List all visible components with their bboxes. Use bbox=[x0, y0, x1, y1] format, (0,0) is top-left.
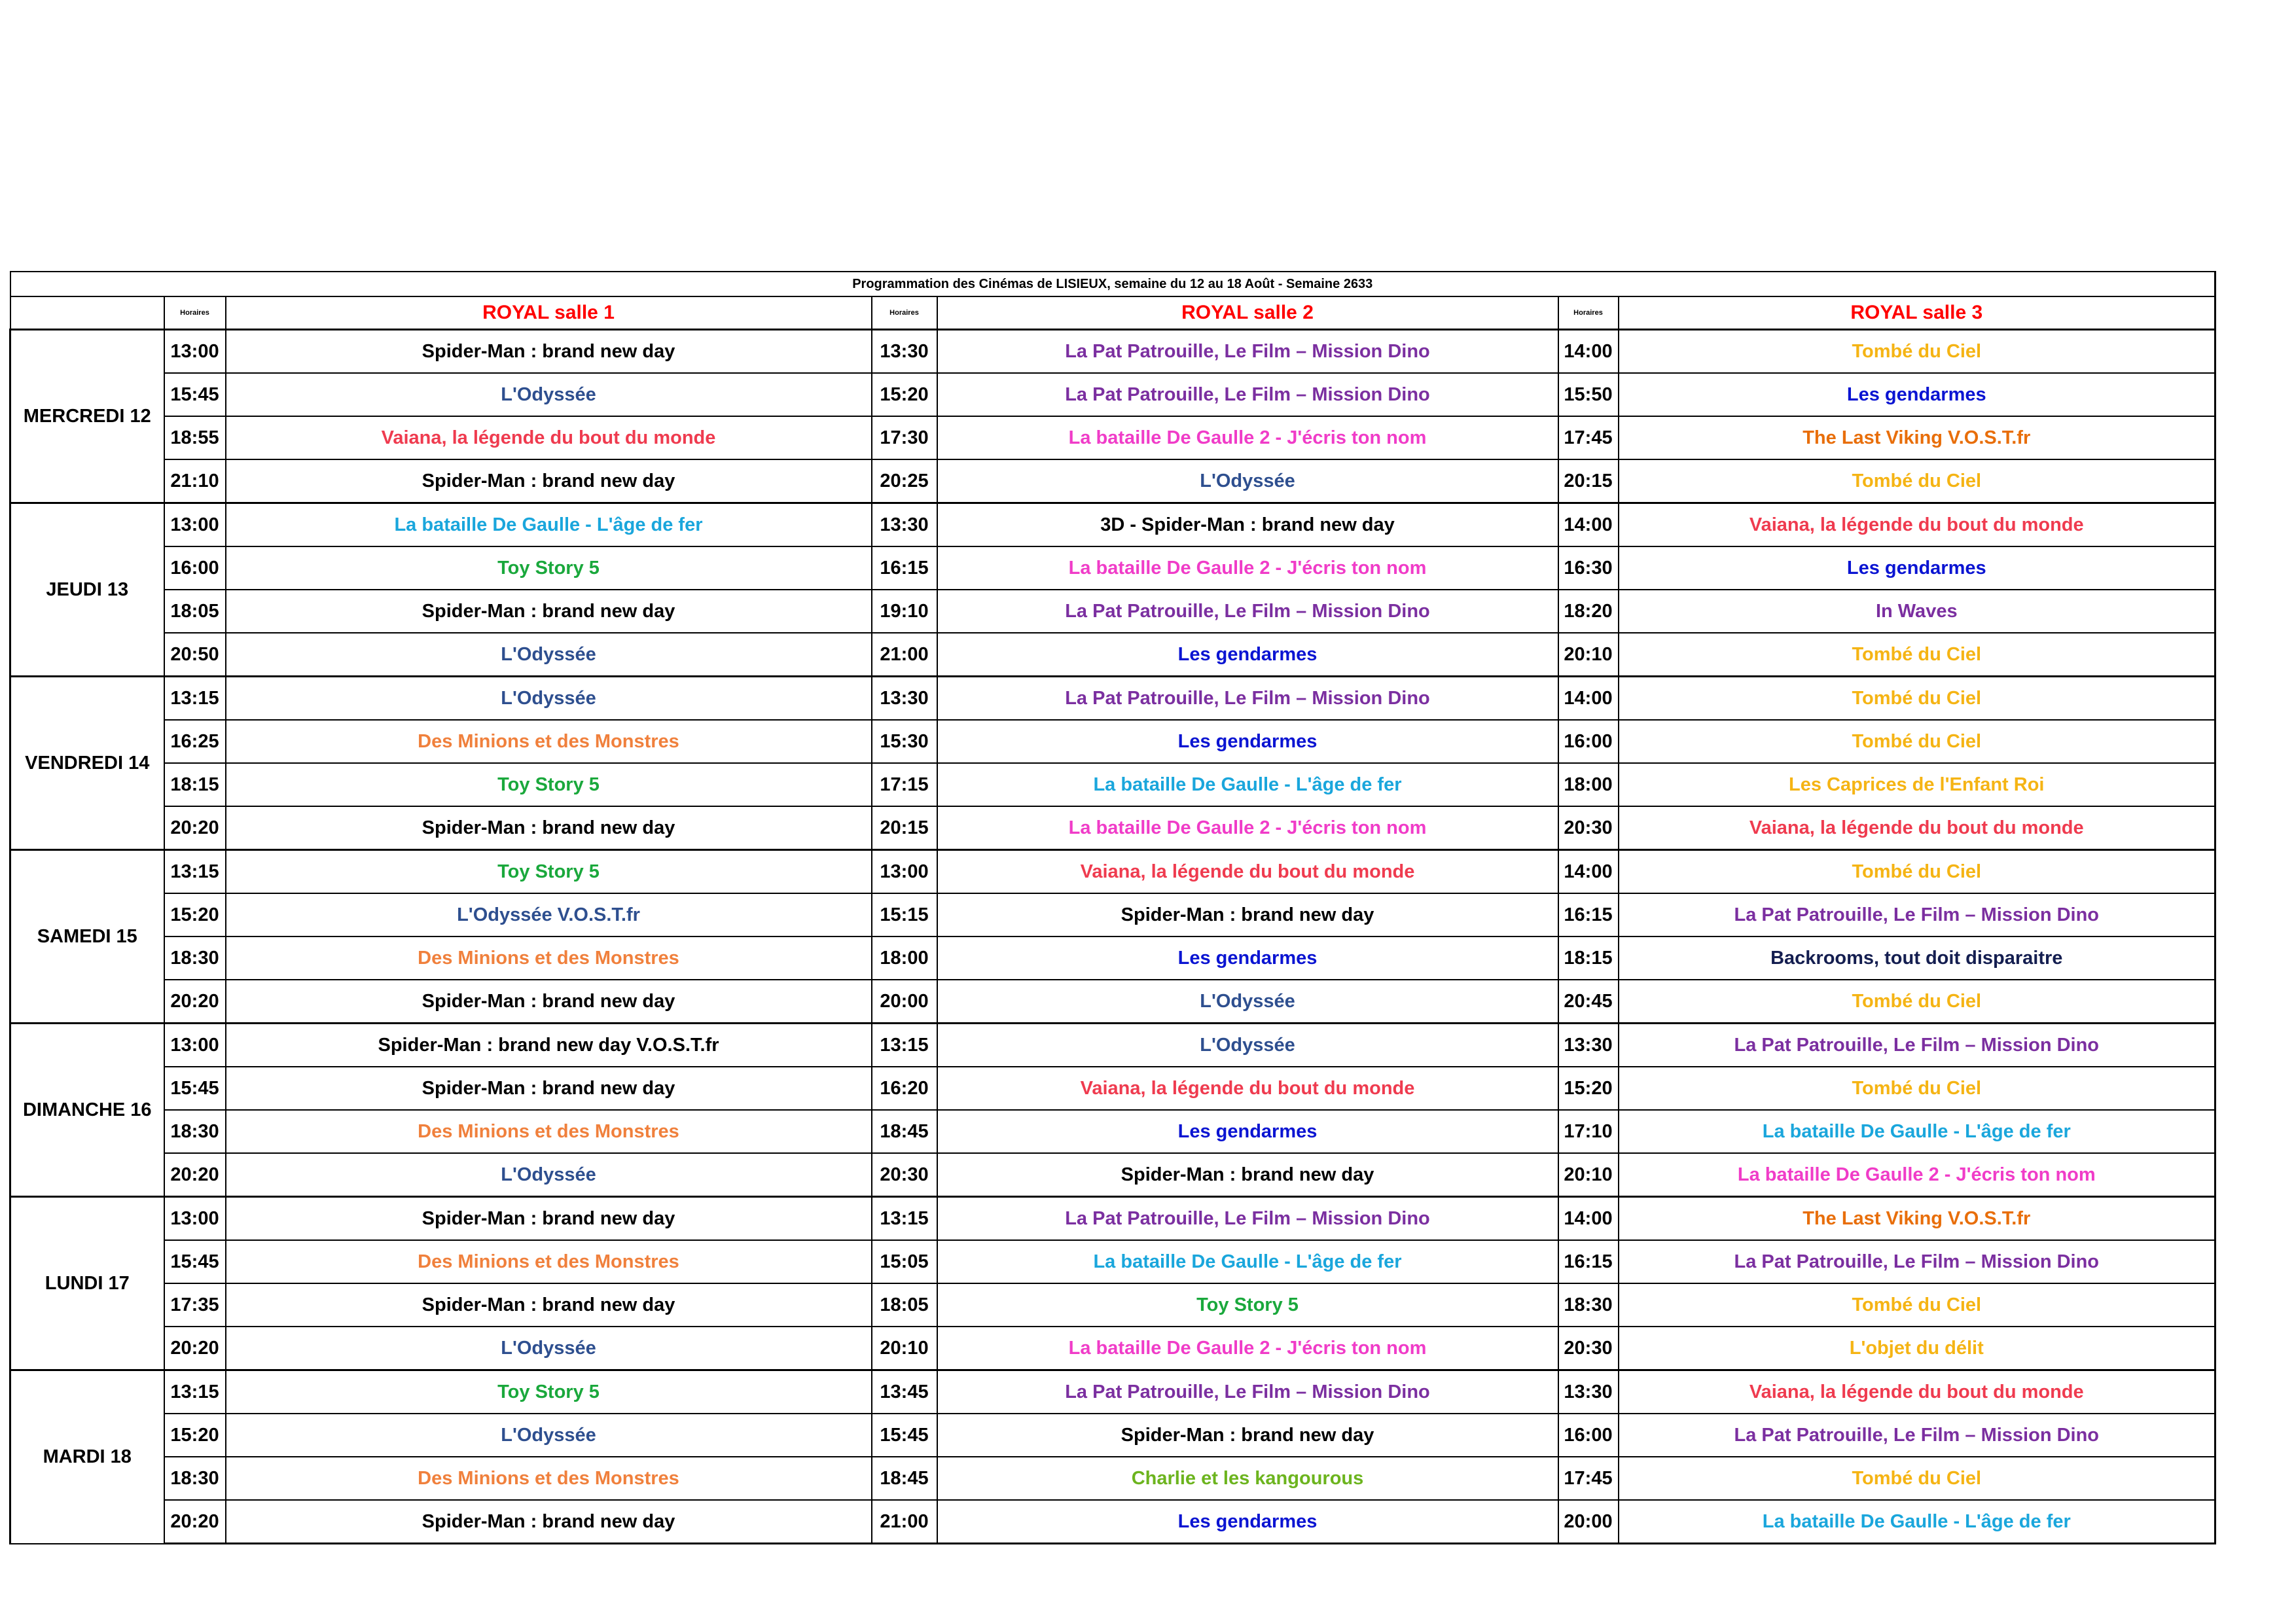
showtime-hour: 17:45 bbox=[1558, 416, 1619, 459]
table-row bbox=[10, 720, 2215, 763]
table-row bbox=[10, 590, 2215, 633]
showtime-hour: 16:30 bbox=[1558, 546, 1619, 590]
movie-title: Charlie et les kangourous bbox=[937, 1457, 1558, 1500]
movie-title: La Pat Patrouille, Le Film – Mission Dino bbox=[1619, 1024, 2215, 1067]
showtime-hour: 18:45 bbox=[872, 1457, 937, 1500]
movie-title: La bataille De Gaulle - L'âge de fer bbox=[937, 763, 1558, 806]
showtime-hour: 21:10 bbox=[164, 459, 226, 503]
table-row bbox=[10, 633, 2215, 677]
hall-header-1: ROYAL salle 1 bbox=[226, 296, 872, 330]
movie-title: Les gendarmes bbox=[937, 720, 1558, 763]
showtime-hour: 13:15 bbox=[164, 1370, 226, 1414]
movie-title: Les gendarmes bbox=[1619, 546, 2215, 590]
showtime-hour: 13:15 bbox=[872, 1024, 937, 1067]
movie-title: Des Minions et des Monstres bbox=[226, 720, 872, 763]
movie-title: La bataille De Gaulle 2 - J'écris ton nom bbox=[937, 806, 1558, 850]
showtime-hour: 20:10 bbox=[1558, 1153, 1619, 1197]
movie-title: La Pat Patrouille, Le Film – Mission Dino bbox=[937, 677, 1558, 721]
movie-title: 3D - Spider-Man : brand new day bbox=[937, 503, 1558, 547]
day-label: MARDI 18 bbox=[10, 1370, 164, 1544]
table-row bbox=[10, 980, 2215, 1024]
showtime-hour: 20:30 bbox=[1558, 1327, 1619, 1370]
table-row bbox=[10, 503, 2215, 547]
movie-title: Spider-Man : brand new day bbox=[937, 1414, 1558, 1457]
showtime-hour: 17:30 bbox=[872, 416, 937, 459]
showtime-hour: 13:15 bbox=[872, 1197, 937, 1241]
showtime-hour: 18:45 bbox=[872, 1110, 937, 1153]
table-row bbox=[10, 936, 2215, 980]
movie-title: La Pat Patrouille, Le Film – Mission Dino bbox=[1619, 1240, 2215, 1283]
showtime-hour: 15:20 bbox=[164, 893, 226, 936]
showtime-hour: 20:10 bbox=[1558, 633, 1619, 677]
movie-title: L'Odyssée bbox=[226, 633, 872, 677]
movie-title: Spider-Man : brand new day bbox=[226, 1067, 872, 1110]
showtime-hour: 16:15 bbox=[1558, 1240, 1619, 1283]
movie-title: La bataille De Gaulle 2 - J'écris ton nom bbox=[937, 416, 1558, 459]
movie-title: Vaiana, la légende du bout du monde bbox=[937, 1067, 1558, 1110]
table-row bbox=[10, 1414, 2215, 1457]
showtime-hour: 15:45 bbox=[164, 373, 226, 416]
movie-title: L'Odyssée V.O.S.T.fr bbox=[226, 893, 872, 936]
horaires-label: Horaires bbox=[872, 296, 937, 330]
table-row bbox=[10, 330, 2215, 374]
movie-title: Les Caprices de l'Enfant Roi bbox=[1619, 763, 2215, 806]
showtime-hour: 16:20 bbox=[872, 1067, 937, 1110]
movie-title: La Pat Patrouille, Le Film – Mission Dino bbox=[937, 590, 1558, 633]
movie-title: Les gendarmes bbox=[1619, 373, 2215, 416]
showtime-hour: 16:25 bbox=[164, 720, 226, 763]
movie-title: The Last Viking V.O.S.T.fr bbox=[1619, 1197, 2215, 1241]
movie-title: Les gendarmes bbox=[937, 1500, 1558, 1544]
movie-title: Les gendarmes bbox=[937, 1110, 1558, 1153]
showtime-hour: 14:00 bbox=[1558, 677, 1619, 721]
table-row bbox=[10, 763, 2215, 806]
showtime-hour: 13:45 bbox=[872, 1370, 937, 1414]
day-label: LUNDI 17 bbox=[10, 1197, 164, 1370]
header-empty-cell bbox=[10, 296, 164, 330]
showtime-hour: 15:20 bbox=[164, 1414, 226, 1457]
table-row bbox=[10, 1500, 2215, 1544]
showtime-hour: 13:00 bbox=[164, 1024, 226, 1067]
showtime-hour: 17:15 bbox=[872, 763, 937, 806]
movie-title: L'Odyssée bbox=[226, 1153, 872, 1197]
movie-title: La bataille De Gaulle - L'âge de fer bbox=[937, 1240, 1558, 1283]
showtime-hour: 20:10 bbox=[872, 1327, 937, 1370]
movie-title: La Pat Patrouille, Le Film – Mission Dino bbox=[937, 330, 1558, 374]
movie-title: Vaiana, la légende du bout du monde bbox=[1619, 1370, 2215, 1414]
showtime-hour: 14:00 bbox=[1558, 330, 1619, 374]
movie-title: La Pat Patrouille, Le Film – Mission Dino bbox=[937, 1197, 1558, 1241]
schedule-table bbox=[9, 271, 2216, 1544]
movie-title: Backrooms, tout doit disparaitre bbox=[1619, 936, 2215, 980]
showtime-hour: 20:30 bbox=[872, 1153, 937, 1197]
showtime-hour: 17:35 bbox=[164, 1283, 226, 1327]
showtime-hour: 13:00 bbox=[164, 503, 226, 547]
movie-title: L'Odyssée bbox=[226, 1414, 872, 1457]
showtime-hour: 13:15 bbox=[164, 677, 226, 721]
movie-title: La bataille De Gaulle 2 - J'écris ton nom bbox=[937, 1327, 1558, 1370]
table-row bbox=[10, 1197, 2215, 1241]
movie-title: L'Odyssée bbox=[226, 373, 872, 416]
movie-title: L'objet du délit bbox=[1619, 1327, 2215, 1370]
showtime-hour: 18:30 bbox=[1558, 1283, 1619, 1327]
day-label: JEUDI 13 bbox=[10, 503, 164, 677]
movie-title: L'Odyssée bbox=[937, 459, 1558, 503]
movie-title: Spider-Man : brand new day V.O.S.T.fr bbox=[226, 1024, 872, 1067]
movie-title: Tombé du Ciel bbox=[1619, 720, 2215, 763]
showtime-hour: 20:20 bbox=[164, 1153, 226, 1197]
showtime-hour: 18:30 bbox=[164, 1457, 226, 1500]
showtime-hour: 15:05 bbox=[872, 1240, 937, 1283]
showtime-hour: 20:00 bbox=[872, 980, 937, 1024]
movie-title: La Pat Patrouille, Le Film – Mission Dino bbox=[937, 1370, 1558, 1414]
movie-title: La Pat Patrouille, Le Film – Mission Dino bbox=[1619, 1414, 2215, 1457]
showtime-hour: 14:00 bbox=[1558, 850, 1619, 894]
showtime-hour: 20:25 bbox=[872, 459, 937, 503]
table-row bbox=[10, 1283, 2215, 1327]
showtime-hour: 15:15 bbox=[872, 893, 937, 936]
table-row bbox=[10, 893, 2215, 936]
showtime-hour: 20:50 bbox=[164, 633, 226, 677]
table-row bbox=[10, 1110, 2215, 1153]
movie-title: Spider-Man : brand new day bbox=[226, 980, 872, 1024]
movie-title: Tombé du Ciel bbox=[1619, 1067, 2215, 1110]
showtime-hour: 16:15 bbox=[872, 546, 937, 590]
table-row bbox=[10, 1457, 2215, 1500]
showtime-hour: 20:20 bbox=[164, 980, 226, 1024]
showtime-hour: 18:30 bbox=[164, 936, 226, 980]
movie-title: La Pat Patrouille, Le Film – Mission Dino bbox=[1619, 893, 2215, 936]
showtime-hour: 13:00 bbox=[872, 850, 937, 894]
showtime-hour: 16:00 bbox=[164, 546, 226, 590]
showtime-hour: 18:00 bbox=[872, 936, 937, 980]
showtime-hour: 14:00 bbox=[1558, 1197, 1619, 1241]
movie-title: Toy Story 5 bbox=[226, 850, 872, 894]
showtime-hour: 21:00 bbox=[872, 1500, 937, 1544]
day-label: VENDREDI 14 bbox=[10, 677, 164, 850]
showtime-hour: 19:10 bbox=[872, 590, 937, 633]
movie-title: L'Odyssée bbox=[226, 1327, 872, 1370]
showtime-hour: 18:15 bbox=[1558, 936, 1619, 980]
movie-title: Spider-Man : brand new day bbox=[226, 806, 872, 850]
movie-title: Spider-Man : brand new day bbox=[226, 459, 872, 503]
table-row bbox=[10, 373, 2215, 416]
movie-title: Spider-Man : brand new day bbox=[226, 1197, 872, 1241]
showtime-hour: 14:00 bbox=[1558, 503, 1619, 547]
table-row bbox=[10, 1153, 2215, 1197]
movie-title: Toy Story 5 bbox=[937, 1283, 1558, 1327]
movie-title: Spider-Man : brand new day bbox=[226, 590, 872, 633]
movie-title: La bataille De Gaulle - L'âge de fer bbox=[1619, 1500, 2215, 1544]
showtime-hour: 16:00 bbox=[1558, 720, 1619, 763]
movie-title: La bataille De Gaulle 2 - J'écris ton nom bbox=[1619, 1153, 2215, 1197]
movie-title: Spider-Man : brand new day bbox=[226, 1500, 872, 1544]
movie-title: Vaiana, la légende du bout du monde bbox=[1619, 503, 2215, 547]
showtime-hour: 20:20 bbox=[164, 806, 226, 850]
table-row bbox=[10, 1327, 2215, 1370]
schedule-title: Programmation des Cinémas de LISIEUX, semaine du 12 au 18 Août - Semaine 2633 bbox=[10, 272, 2215, 296]
showtime-hour: 15:45 bbox=[872, 1414, 937, 1457]
showtime-hour: 13:00 bbox=[164, 330, 226, 374]
table-row bbox=[10, 546, 2215, 590]
showtime-hour: 17:45 bbox=[1558, 1457, 1619, 1500]
showtime-hour: 18:30 bbox=[164, 1110, 226, 1153]
movie-title: Les gendarmes bbox=[937, 936, 1558, 980]
showtime-hour: 15:20 bbox=[1558, 1067, 1619, 1110]
showtime-hour: 20:15 bbox=[872, 806, 937, 850]
movie-title: L'Odyssée bbox=[226, 677, 872, 721]
movie-title: Les gendarmes bbox=[937, 633, 1558, 677]
showtime-hour: 13:30 bbox=[872, 330, 937, 374]
showtime-hour: 21:00 bbox=[872, 633, 937, 677]
showtime-hour: 18:55 bbox=[164, 416, 226, 459]
showtime-hour: 15:50 bbox=[1558, 373, 1619, 416]
movie-title: Spider-Man : brand new day bbox=[937, 893, 1558, 936]
movie-title: Vaiana, la légende du bout du monde bbox=[937, 850, 1558, 894]
table-row bbox=[10, 1370, 2215, 1414]
table-row bbox=[10, 806, 2215, 850]
movie-title: The Last Viking V.O.S.T.fr bbox=[1619, 416, 2215, 459]
showtime-hour: 20:15 bbox=[1558, 459, 1619, 503]
movie-title: Spider-Man : brand new day bbox=[226, 330, 872, 374]
movie-title: Toy Story 5 bbox=[226, 1370, 872, 1414]
hall-header-2: ROYAL salle 2 bbox=[937, 296, 1558, 330]
table-row bbox=[10, 1240, 2215, 1283]
showtime-hour: 20:20 bbox=[164, 1500, 226, 1544]
showtime-hour: 16:15 bbox=[1558, 893, 1619, 936]
showtime-hour: 20:45 bbox=[1558, 980, 1619, 1024]
showtime-hour: 20:00 bbox=[1558, 1500, 1619, 1544]
showtime-hour: 15:45 bbox=[164, 1067, 226, 1110]
showtime-hour: 16:00 bbox=[1558, 1414, 1619, 1457]
header-row bbox=[10, 296, 2215, 330]
movie-title: Toy Story 5 bbox=[226, 546, 872, 590]
horaires-label: Horaires bbox=[164, 296, 226, 330]
movie-title: La bataille De Gaulle - L'âge de fer bbox=[226, 503, 872, 547]
movie-title: In Waves bbox=[1619, 590, 2215, 633]
movie-title: Des Minions et des Monstres bbox=[226, 1240, 872, 1283]
showtime-hour: 17:10 bbox=[1558, 1110, 1619, 1153]
table-row bbox=[10, 1024, 2215, 1067]
movie-title: La bataille De Gaulle 2 - J'écris ton nom bbox=[937, 546, 1558, 590]
movie-title: La bataille De Gaulle - L'âge de fer bbox=[1619, 1110, 2215, 1153]
movie-title: Tombé du Ciel bbox=[1619, 850, 2215, 894]
movie-title: Tombé du Ciel bbox=[1619, 1457, 2215, 1500]
movie-title: Spider-Man : brand new day bbox=[226, 1283, 872, 1327]
movie-title: Vaiana, la légende du bout du monde bbox=[1619, 806, 2215, 850]
movie-title: Des Minions et des Monstres bbox=[226, 1110, 872, 1153]
table-row bbox=[10, 1067, 2215, 1110]
day-label: DIMANCHE 16 bbox=[10, 1024, 164, 1197]
table-row bbox=[10, 459, 2215, 503]
movie-title: Toy Story 5 bbox=[226, 763, 872, 806]
movie-title: Tombé du Ciel bbox=[1619, 330, 2215, 374]
showtime-hour: 18:15 bbox=[164, 763, 226, 806]
table-row bbox=[10, 850, 2215, 894]
showtime-hour: 20:20 bbox=[164, 1327, 226, 1370]
day-label: MERCREDI 12 bbox=[10, 330, 164, 503]
movie-title: L'Odyssée bbox=[937, 980, 1558, 1024]
movie-title: Tombé du Ciel bbox=[1619, 459, 2215, 503]
showtime-hour: 15:30 bbox=[872, 720, 937, 763]
showtime-hour: 13:30 bbox=[872, 503, 937, 547]
movie-title: Tombé du Ciel bbox=[1619, 1283, 2215, 1327]
movie-title: Tombé du Ciel bbox=[1619, 633, 2215, 677]
showtime-hour: 13:30 bbox=[1558, 1370, 1619, 1414]
movie-title: L'Odyssée bbox=[937, 1024, 1558, 1067]
table-row bbox=[10, 677, 2215, 721]
showtime-hour: 18:05 bbox=[872, 1283, 937, 1327]
movie-title: Tombé du Ciel bbox=[1619, 980, 2215, 1024]
showtime-hour: 13:00 bbox=[164, 1197, 226, 1241]
movie-title: Des Minions et des Monstres bbox=[226, 936, 872, 980]
showtime-hour: 20:30 bbox=[1558, 806, 1619, 850]
showtime-hour: 18:05 bbox=[164, 590, 226, 633]
showtime-hour: 13:15 bbox=[164, 850, 226, 894]
showtime-hour: 15:45 bbox=[164, 1240, 226, 1283]
table-row bbox=[10, 416, 2215, 459]
showtime-hour: 13:30 bbox=[1558, 1024, 1619, 1067]
movie-title: Des Minions et des Monstres bbox=[226, 1457, 872, 1500]
showtime-hour: 15:20 bbox=[872, 373, 937, 416]
movie-title: La Pat Patrouille, Le Film – Mission Dino bbox=[937, 373, 1558, 416]
horaires-label: Horaires bbox=[1558, 296, 1619, 330]
day-label: SAMEDI 15 bbox=[10, 850, 164, 1024]
movie-title: Vaiana, la légende du bout du monde bbox=[226, 416, 872, 459]
hall-header-3: ROYAL salle 3 bbox=[1619, 296, 2215, 330]
showtime-hour: 18:00 bbox=[1558, 763, 1619, 806]
showtime-hour: 13:30 bbox=[872, 677, 937, 721]
movie-title: Spider-Man : brand new day bbox=[937, 1153, 1558, 1197]
movie-title: Tombé du Ciel bbox=[1619, 677, 2215, 721]
showtime-hour: 18:20 bbox=[1558, 590, 1619, 633]
